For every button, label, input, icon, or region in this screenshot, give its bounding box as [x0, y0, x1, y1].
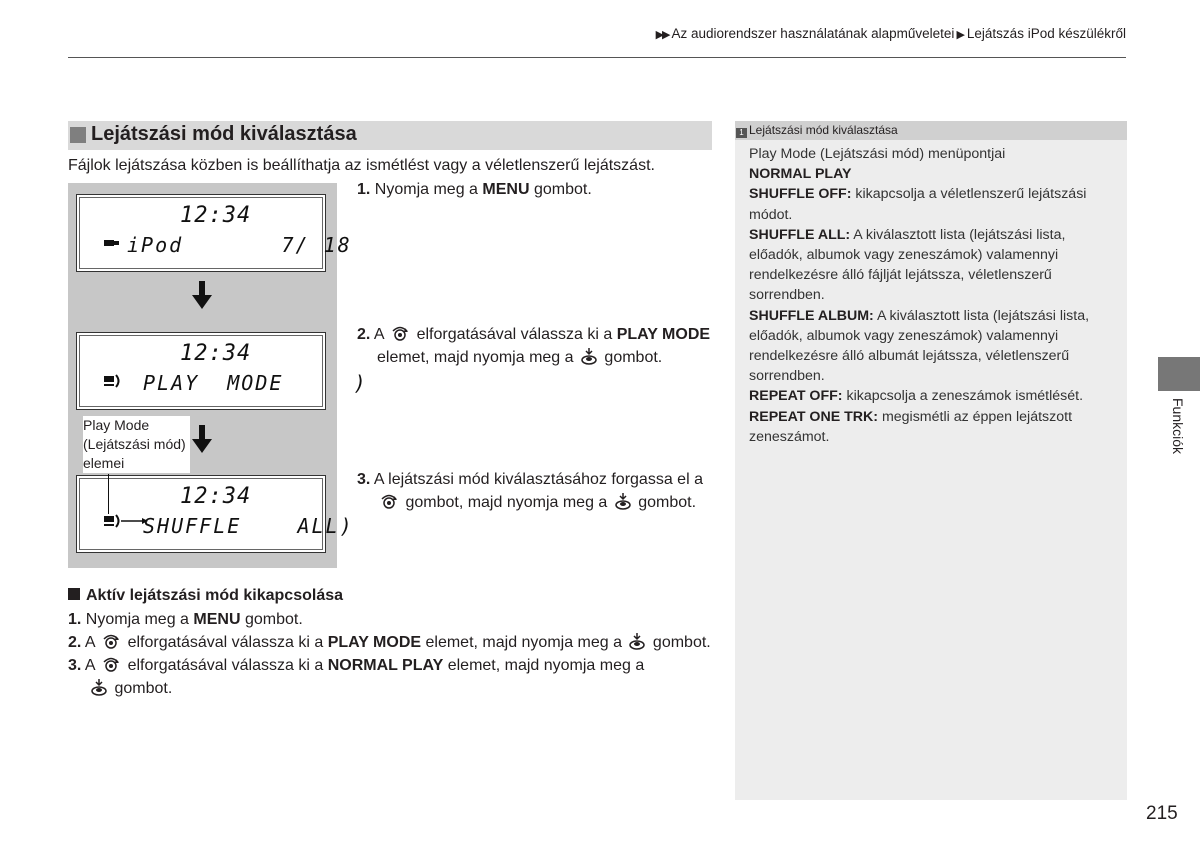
term-description: A kiválasztott lista (lejátszási lista, előadók, albumok vagy zeneszámok) valamennyi rendelkezésre álló fájlját lejátssza, véletlenszerű sorrendben.: [749, 226, 1066, 304]
chapter-tab-label[interactable]: [1158, 398, 1200, 468]
step-text: gombot.: [648, 634, 711, 651]
lcd-display-shuffle: [76, 475, 354, 553]
side-notes-body: [749, 144, 1121, 447]
play-mode-label: PLAY MODE: [327, 634, 422, 651]
callout-play-mode-items: [83, 416, 190, 473]
step-text: gombot, majd nyomja meg a: [401, 494, 612, 511]
subsection-title: [68, 587, 343, 605]
down-arrow-icon: [192, 425, 212, 453]
shuffle-all-term: SHUFFLE ALL:: [749, 226, 851, 243]
chapter-tab[interactable]: [1158, 357, 1200, 391]
menu-label: MENU: [482, 181, 530, 198]
shuffle-mode-icon: [104, 373, 122, 389]
chapter-tab-text: Funkciók: [1170, 398, 1186, 455]
step-text: elforgatásával válassza ki a: [123, 657, 328, 674]
lcd-display-play-mode: [76, 332, 368, 410]
play-mode-label: PLAY MODE: [616, 326, 711, 343]
lcd-line: PLAY MODE ): [143, 371, 368, 395]
term-description: A kiválasztott lista (lejátszási lista, előadók, albumok vagy zeneszámok) valamennyi rendelkezésre álló albumát lejátssza, véletlenszerű sorrendben.: [749, 307, 1090, 385]
step-text: A: [84, 634, 100, 651]
step-text: elemet, majd nyomja meg a: [421, 634, 627, 651]
callout-line: Play Mode: [83, 417, 150, 433]
breadcrumb: [656, 26, 1126, 41]
side-note-item: [749, 184, 1121, 224]
step-text: elemet, majd nyomja meg a: [377, 349, 578, 366]
arrow-icon: ▶: [956, 29, 965, 41]
side-note-item: [749, 407, 1121, 447]
step-1: [357, 178, 592, 201]
step-number: 2.: [68, 634, 82, 651]
step-text: A: [84, 657, 100, 674]
note-ref-icon: 1: [736, 128, 747, 138]
push-knob-icon: [581, 348, 597, 365]
step-number: 3.: [68, 657, 82, 674]
step-text: elemet, majd nyomja meg a: [443, 657, 645, 674]
step-text: elforgatásával válassza ki a: [412, 326, 617, 343]
step-number: 3.: [357, 471, 371, 488]
lcd-time: 12:34: [180, 203, 252, 228]
step-text: elforgatásával válassza ki a: [123, 634, 328, 651]
lcd-line: SHUFFLE ALL): [143, 514, 354, 538]
callout-leader-line: [108, 474, 109, 514]
subsection-title-text: Aktív lejátszási mód kikapcsolása: [86, 587, 344, 604]
lcd-line: iPod 7/ 18: [127, 233, 352, 257]
side-note-item: [749, 386, 1121, 406]
step-text: Nyomja meg a: [374, 181, 483, 198]
step-2: [357, 323, 710, 369]
selector-knob-icon: [391, 325, 409, 341]
section-title: Lejátszási mód kiválasztása: [91, 123, 357, 145]
selector-knob-icon: [380, 493, 398, 509]
term-description: kikapcsolja a véletlenszerű lejátszási módot.: [749, 186, 1087, 223]
step-text: gombot.: [240, 611, 303, 628]
step-text: gombot.: [529, 181, 592, 198]
selector-knob-icon: [102, 656, 120, 672]
step-text: A lejátszási mód kiválasztásához forgassa el a: [373, 471, 703, 488]
shuffle-album-term: SHUFFLE ALBUM:: [749, 307, 874, 324]
repeat-one-term: REPEAT ONE TRK:: [749, 408, 879, 425]
push-knob-icon: [615, 493, 631, 510]
push-knob-icon: [629, 633, 645, 650]
menu-label: MENU: [193, 611, 241, 628]
lcd-time: 12:34: [180, 341, 252, 366]
normal-play-term: NORMAL PLAY: [749, 166, 852, 183]
sub-step-2: [68, 631, 728, 654]
sub-step-1: [68, 608, 728, 631]
sub-step-3: [68, 654, 728, 677]
callout-line: elemei: [83, 455, 125, 471]
subsection-steps: [68, 608, 728, 700]
section-square-icon: [70, 127, 86, 143]
breadcrumb-part1[interactable]: Az audiorendszer használatának alapműveletei: [671, 26, 955, 41]
section-header: [68, 121, 712, 150]
side-note-item: [749, 225, 1121, 306]
step-text: gombot.: [599, 349, 663, 366]
page-number: 215: [1146, 803, 1178, 824]
side-note-item: [749, 306, 1121, 387]
side-notes-title: Lejátszási mód kiválasztása: [749, 123, 898, 137]
step-number: 1.: [357, 181, 371, 198]
step-text: Nyomja meg a: [85, 611, 194, 628]
normal-play-label: NORMAL PLAY: [327, 657, 444, 674]
side-notes-panel: [735, 121, 1127, 800]
step-text: gombot.: [633, 494, 697, 511]
section-intro: Fájlok lejátszása közben is beállíthatja az ismétlést vagy a véletlenszerű lejátszást.: [68, 157, 655, 174]
side-notes-header: [735, 121, 1127, 140]
usb-icon: [104, 239, 120, 247]
selector-knob-icon: [102, 633, 120, 649]
callout-line: (Lejátszási mód): [83, 436, 186, 452]
step-number: 2.: [357, 326, 371, 343]
step-number: 1.: [68, 611, 82, 628]
down-arrow-icon: [192, 281, 212, 309]
step-text: A: [373, 326, 389, 343]
square-bullet-icon: [68, 588, 80, 600]
header-divider: [68, 57, 1126, 58]
shuffle-off-term: SHUFFLE OFF:: [749, 186, 852, 203]
term-description: kikapcsolja a zeneszámok ismétlését.: [842, 388, 1084, 405]
repeat-off-term: REPEAT OFF:: [749, 388, 843, 405]
step-text: gombot.: [110, 680, 173, 697]
step-3: [357, 468, 703, 514]
side-note-item: [749, 164, 1121, 184]
double-arrow-icon: ▶▶: [655, 29, 669, 41]
lcd-time: 12:34: [180, 484, 252, 509]
breadcrumb-part2[interactable]: Lejátszás iPod készülékről: [966, 26, 1126, 41]
side-note-intro: Play Mode (Lejátszási mód) menüpontjai: [749, 146, 1006, 162]
sub-step-3-cont: [68, 677, 728, 700]
term-description: megismétli az éppen lejátszott zeneszámot.: [749, 408, 1073, 445]
push-knob-icon: [91, 679, 107, 696]
lcd-display-ipod: [76, 194, 352, 272]
